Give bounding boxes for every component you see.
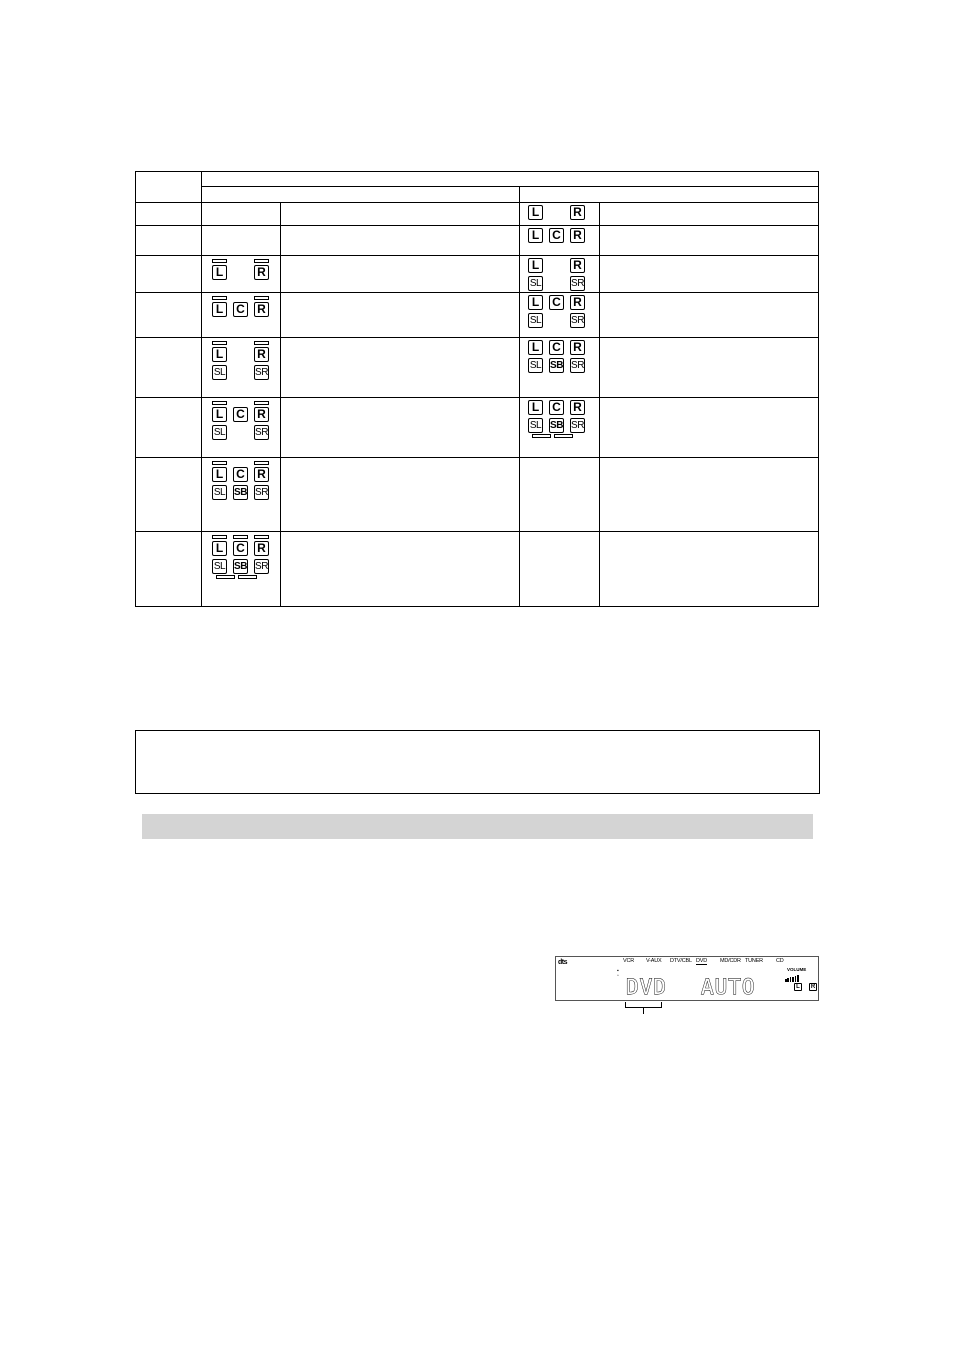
speaker-sb-icon: SB — [550, 420, 563, 431]
display-channel-l: L — [794, 983, 802, 991]
speaker-sl-icon: SL — [529, 360, 542, 371]
display-input-text: DVD — [626, 975, 667, 999]
speaker-c-icon: C — [233, 467, 248, 482]
speaker-r-icon: R — [570, 205, 585, 220]
speaker-sr-icon: SR — [571, 360, 584, 371]
display-mode-text: AUTO — [701, 975, 756, 999]
table-header-divider — [201, 186, 819, 187]
speaker-sb-icon: SB — [550, 360, 563, 371]
note-box — [135, 730, 820, 794]
speaker-sr-icon: SR — [571, 278, 584, 289]
callout-line — [643, 1008, 644, 1014]
speaker-c-icon: C — [549, 400, 564, 415]
speaker-c-icon: C — [233, 541, 248, 556]
speaker-sr-icon: SR — [571, 315, 584, 326]
table-row-line — [135, 225, 819, 226]
front-panel-display — [555, 956, 819, 1001]
speaker-r-icon: R — [254, 407, 269, 422]
indicator-bar — [254, 259, 269, 263]
table-col-line — [599, 202, 600, 607]
source-indicator-dvd: DVD — [696, 958, 708, 964]
table-col-line — [519, 186, 520, 607]
channel-table — [135, 171, 819, 607]
volume-bar — [790, 977, 792, 982]
speaker-sb-icon: SB — [234, 561, 247, 572]
indicator-bar — [212, 296, 227, 300]
speaker-sr-icon: SR — [255, 367, 268, 378]
indicator-bar — [254, 341, 269, 345]
table-col-line — [280, 202, 281, 607]
speaker-c-icon: C — [549, 295, 564, 310]
speaker-r-icon: R — [570, 340, 585, 355]
speaker-sl-icon: SL — [529, 278, 542, 289]
speaker-r-icon: R — [254, 302, 269, 317]
volume-bar — [787, 978, 789, 982]
speaker-sl-icon: SL — [213, 487, 226, 498]
indicator-bar — [233, 535, 248, 539]
source-indicator-dtvcbl: DTV/CBL — [670, 958, 692, 964]
speaker-l-icon: L — [212, 467, 227, 482]
table-border-bottom — [135, 606, 819, 607]
speaker-r-icon: R — [570, 228, 585, 243]
volume-bar — [792, 977, 794, 982]
source-indicator-tuner: TUNER — [745, 958, 763, 964]
speaker-sb-icon: SB — [234, 487, 247, 498]
source-indicator-vcr: VCR — [623, 958, 635, 964]
indicator-bar — [254, 401, 269, 405]
speaker-l-icon: L — [212, 541, 227, 556]
speaker-r-icon: R — [570, 295, 585, 310]
table-col-line — [201, 171, 202, 607]
signal-icon: ▪ ▫ — [617, 968, 619, 979]
indicator-bar — [254, 296, 269, 300]
speaker-r-icon: R — [254, 467, 269, 482]
speaker-c-icon: C — [233, 407, 248, 422]
volume-bar — [797, 975, 799, 982]
back-indicator-bar — [238, 575, 257, 579]
table-border-top — [135, 171, 819, 172]
speaker-r-icon: R — [254, 347, 269, 362]
volume-bar — [785, 979, 787, 982]
speaker-sl-icon: SL — [213, 427, 226, 438]
speaker-sr-icon: SR — [571, 420, 584, 431]
speaker-l-icon: L — [212, 265, 227, 280]
dts-logo: dts — [558, 959, 567, 966]
speaker-r-icon: R — [254, 265, 269, 280]
indicator-bar — [212, 341, 227, 345]
speaker-l-icon: L — [212, 407, 227, 422]
speaker-sl-icon: SL — [213, 367, 226, 378]
back-indicator-bar — [554, 434, 573, 438]
indicator-bar — [254, 461, 269, 465]
speaker-sl-icon: SL — [213, 561, 226, 572]
indicator-bar — [212, 259, 227, 263]
speaker-sr-icon: SR — [255, 487, 268, 498]
table-border-right — [818, 171, 819, 607]
speaker-c-icon: C — [549, 228, 564, 243]
speaker-r-icon: R — [254, 541, 269, 556]
volume-label: VOLUME — [787, 967, 807, 972]
speaker-sr-icon: SR — [255, 561, 268, 572]
section-heading-bar — [142, 814, 813, 839]
table-row-line — [135, 255, 819, 256]
speaker-l-icon: L — [528, 228, 543, 243]
source-indicator-vaux: V-AUX — [646, 958, 662, 964]
indicator-bar — [212, 535, 227, 539]
speaker-c-icon: C — [549, 340, 564, 355]
speaker-l-icon: L — [528, 258, 543, 273]
back-indicator-bar — [532, 434, 551, 438]
speaker-sl-icon: SL — [529, 315, 542, 326]
indicator-bar — [212, 401, 227, 405]
speaker-l-icon: L — [212, 347, 227, 362]
source-indicator-mdcdr: MD/CDR — [720, 958, 741, 964]
speaker-sl-icon: SL — [529, 420, 542, 431]
table-row-line — [135, 292, 819, 293]
speaker-sr-icon: SR — [255, 427, 268, 438]
back-indicator-bar — [216, 575, 235, 579]
speaker-l-icon: L — [212, 302, 227, 317]
table-row-line — [135, 457, 819, 458]
table-row-line — [135, 397, 819, 398]
display-channel-r: R — [810, 984, 816, 990]
volume-meter — [785, 973, 805, 982]
speaker-l-icon: L — [528, 340, 543, 355]
table-row-line — [135, 531, 819, 532]
speaker-c-icon: C — [233, 302, 248, 317]
table-border-left — [135, 171, 136, 607]
table-row-line — [135, 337, 819, 338]
speaker-l-icon: L — [528, 400, 543, 415]
speaker-r-icon: R — [570, 400, 585, 415]
speaker-r-icon: R — [570, 258, 585, 273]
volume-bar — [795, 976, 797, 982]
speaker-l-icon: L — [528, 295, 543, 310]
speaker-l-icon: L — [528, 205, 543, 220]
source-indicator-cd: CD — [776, 958, 784, 964]
indicator-bar — [254, 535, 269, 539]
table-row-line — [135, 202, 819, 203]
indicator-bar — [212, 461, 227, 465]
